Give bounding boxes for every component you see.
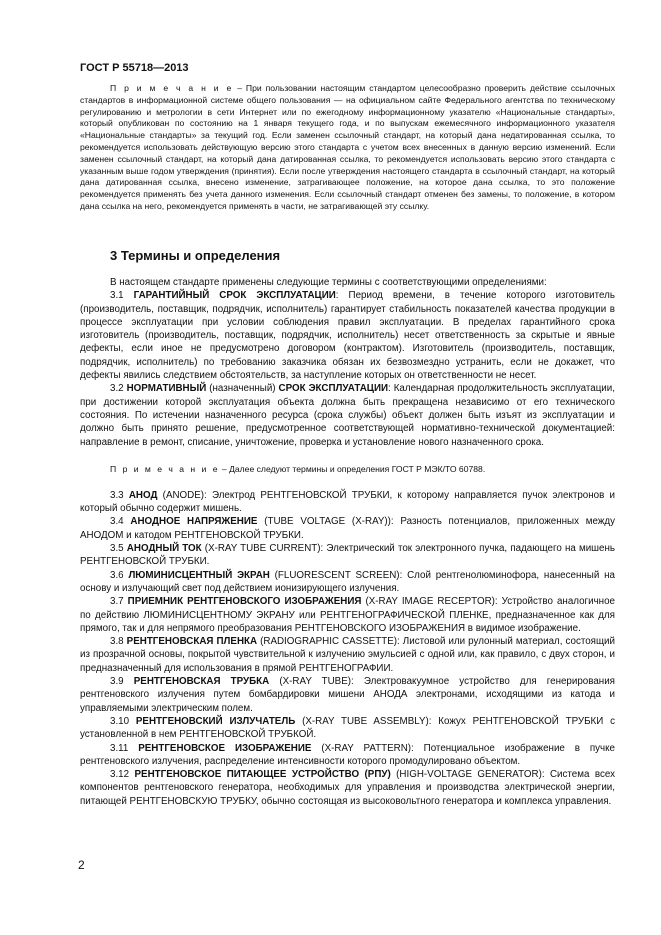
note-paragraph <box>80 83 615 213</box>
term-definition: (ANODE): Электрод РЕНТГЕНОВСКОЙ ТРУБКИ, к которому направляется пучок электронов и который обычно содержит мишень. <box>80 489 615 515</box>
term-name-continued: СРОК ЭКСПЛУАТАЦИИ <box>278 383 389 395</box>
term-number: 3.1 <box>110 290 124 302</box>
term-3-7 <box>80 595 615 635</box>
term-definition: : Календарная продолжительность эксплуатации, при достижении которой эксплуатация объекта должна быть прекращена независимо от его технического состояния. По истечении назначенного ресурса (срока службы) объект должен быть изъят из эксплуатации и должно быть принято решение, предусмотренное соответствующей нормативно-технической документацией: направление в ремонт, списание, уничтожение, проверка и установление нового назначенного срока. <box>80 383 615 448</box>
note-label: П р и м е ч а н и е <box>110 83 234 93</box>
note-text: – При пользовании настоящим стандартом целесообразно проверить действие ссылочных стандартов в информационной системе общего пользования — на официальном сайте Федерального агентства по техническому регулированию и метрологии в сети Интернет или по ежегодному информационному указателю «Национальные стандарты», который опубликован по состоянию на 1 января текущего года, и по выпускам ежемесячного информационного указателя «Национальные стандарты» за текущий год. Если заменен ссылочный стандарт, на который дана недатированная ссылка, то рекомендуется использовать действующую версию этого стандарта с учетом всех внесенных в данную версию изменений. Если заменен ссылочный стандарт, на который дана датированная ссылка, то рекомендуется использовать версию этого стандарта с указанным выше годом утверждения (принятия). Если после утверждения настоящего стандарта в ссылочный стандарт, на который дана датированная ссылка, внесено изменение, затрагивающее положение, на которое дана ссылка, то это положение рекомендуется применять без учета данного изменения. Если ссылочный стандарт отменен без замены, то положение, в котором дана ссылка на него, рекомендуется применять в части, не затрагивающей эту ссылку. <box>80 83 616 211</box>
term-name: АНОДНЫЙ ТОК <box>126 543 202 555</box>
term-3-2 <box>80 382 615 448</box>
term-3-11 <box>80 742 615 769</box>
term-definition: : Период времени, в течение которого изготовитель (производитель, поставщик, подрядчик, исполнитель) гарантирует стабильность показателей качества продукции в процессе эксплуатации при условии соблюдения правил эксплуатации. В пределах гарантийного срока изготовитель (производитель, поставщик, подрядчик, исполнитель) несет ответственность за скрытые и явные дефекты, если иное не предусмотрено договором (контрактом). Изготовитель (производитель, поставщик, подрядчик, исполнитель) по требованию заказчика обязан их безвозмездно устранить, если не докажет, что дефекты явились следствием обстоятельств, за наступление которых он ответственности не несет. <box>80 290 615 382</box>
term-number: 3.7 <box>110 596 124 608</box>
term-3-9 <box>80 675 615 715</box>
term-definition: (X-RAY TUBE CURRENT): Электрический ток электронного пучка, падающего на мишень РЕНТГЕНОВСКОЙ ТРУБКИ. <box>80 543 616 568</box>
term-3-10 <box>80 715 615 742</box>
term-name: РЕНТГЕНОВСКИЙ ИЗЛУЧАТЕЛЬ <box>135 715 296 727</box>
term-definition: (X-RAY PATTERN): Потенциальное изображение в пучке рентгеновского излучения, распределение интенсивности которого промодулировано объектом. <box>80 742 615 767</box>
term-definition: (X-RAY TUBE ASSEMBLY): Кожух РЕНТГЕНОВСКОЙ ТРУБКИ с установленной в нем РЕНТГЕНОВСКОЙ ТРУБКОЙ. <box>80 715 615 741</box>
term-3-6 <box>80 569 615 596</box>
term-name: АНОДНОЕ НАПРЯЖЕНИЕ <box>130 516 258 528</box>
term-name: РЕНТГЕНОВСКОЕ ПИТАЮЩЕЕ УСТРОЙСТВО (РПУ) <box>134 769 391 781</box>
term-name: РЕНТГЕНОВСКОЕ ИЗОБРАЖЕНИЕ <box>138 742 312 754</box>
term-definition: (HIGH-VOLTAGE GENERATOR): Система всех компонентов рентгеновского генератора, необходимых для управления и производства электрической энергии, питающей РЕНТГЕНОВСКУЮ ТРУБКУ, обычно состоящая из высоковольтного генератора и комплекса управления. <box>80 769 615 807</box>
note-label: П р и м е ч а н и е <box>110 463 220 474</box>
term-name: НОРМАТИВНЫЙ <box>126 383 207 395</box>
term-definition: (FLUORESCENT SCREEN): Слой рентгенолюминофора, нанесенный на основу и излучающий свет под действием ионизирующего излучения. <box>80 569 615 594</box>
term-number: 3.2 <box>110 383 124 395</box>
term-3-8 <box>80 635 615 675</box>
term-3-1 <box>80 289 615 382</box>
term-name: РЕНТГЕНОВСКАЯ ПЛЕНКА <box>126 636 258 648</box>
term-number: 3.11 <box>110 742 129 754</box>
term-number: 3.5 <box>110 543 124 555</box>
term-definition: (RADIOGRAPHIC CASSETTE): Листовой или рулонный материал, состоящий из прозрачной основы, покрытой чувствительной к излучению эмульсией с одной или, как правило, с двух сторон, и предназначенный для использования в прямой РЕНТГЕНОГРАФИИ. <box>80 636 615 674</box>
term-name: ГАРАНТИЙНЫЙ СРОК ЭКСПЛУАТАЦИИ <box>133 290 336 302</box>
term-number: 3.10 <box>110 715 130 727</box>
intro-paragraph: В настоящем стандарте применены следующие термины с соответствующими определениями: <box>110 277 547 288</box>
term-number: 3.6 <box>110 569 124 581</box>
term-3-5 <box>80 542 615 569</box>
section-body <box>80 276 615 808</box>
term-name: РЕНТГЕНОВСКАЯ ТРУБКА <box>133 676 270 688</box>
term-definition: (TUBE VOLTAGE (X-RAY)): Разность потенциалов, приложенных между АНОДОМ и катодом РЕНТГЕНОВСКОЙ ТРУБКИ. <box>80 516 615 541</box>
term-3-12 <box>80 768 615 808</box>
term-3-4 <box>80 515 615 542</box>
section-title: 3 Термины и определения <box>110 248 281 263</box>
term-name: ЛЮМИНИСЦЕНТНЫЙ ЭКРАН <box>128 569 270 581</box>
note-terms-source <box>80 463 615 475</box>
term-definition: (X-RAY IMAGE RECEPTOR): Устройство аналогичное по действию ЛЮМИНИСЦЕНТНОМУ ЭКРАНУ или РЕНТГЕНОГРАФИЧЕСКОЙ ПЛЕНКЕ, предназначенное как для прямого, так и для непрямого преобразования РЕНТГЕНОВСКОГО ИЗОБРАЖЕНИЯ в видимое изображение. <box>80 596 615 634</box>
note-text: – Далее следуют термины и определения ГОСТ Р МЭК/ТО 60788. <box>219 463 486 474</box>
term-number: 3.3 <box>110 489 124 501</box>
term-name: АНОД <box>128 489 158 501</box>
term-qualifier: (назначенный) <box>206 383 279 395</box>
term-number: 3.9 <box>110 676 124 688</box>
standard-code-header: ГОСТ Р 55718—2013 <box>80 62 189 74</box>
term-name: ПРИЕМНИК РЕНТГЕНОВСКОГО ИЗОБРАЖЕНИЯ <box>127 596 362 608</box>
term-number: 3.4 <box>110 516 124 528</box>
page-number: 2 <box>78 858 85 872</box>
note-references <box>80 83 615 213</box>
term-definition: (X-RAY TUBE): Электровакуумное устройство для генерирования рентгеновского излучения путем бомбардировки мишени АНОДА электронами, исходящими из катода и управляемыми электрическим полем. <box>80 676 615 714</box>
term-number: 3.8 <box>110 636 124 648</box>
term-number: 3.12 <box>110 769 130 781</box>
term-3-3 <box>80 489 615 516</box>
